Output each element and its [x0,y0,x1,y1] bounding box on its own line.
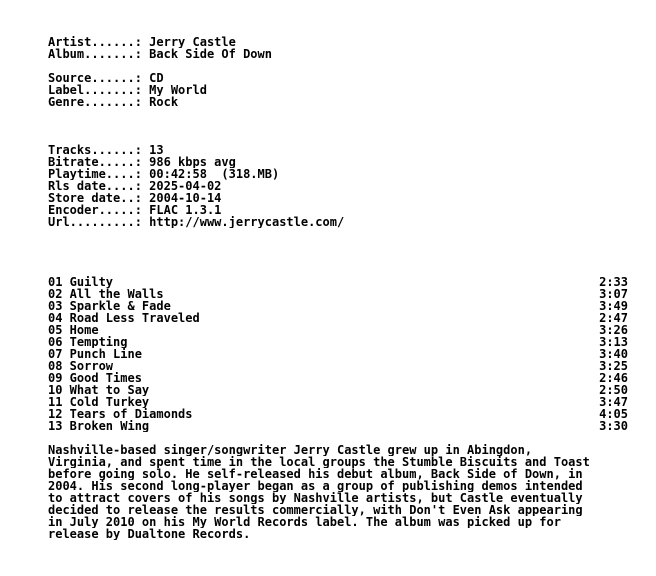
track-duration: 3:13 [599,336,628,348]
track-row [48,288,628,300]
track-title: 04 Road Less Traveled [48,312,200,324]
track-row [48,408,628,420]
bio-line: in July 2010 on his My World Records label. The album was picked up for [48,516,561,528]
bio-line: release by Dualtone Records. [48,528,251,540]
bitrate-line: Bitrate.....: 986 kbps avg [48,156,236,168]
bio-line: Virginia, and spent time in the local groups the Stumble Biscuits and Toast [48,456,590,468]
nfo-document [48,36,628,432]
track-duration: 2:50 [599,384,628,396]
track-title: 01 Guilty [48,276,114,288]
track-title: 03 Sparkle & Fade [48,300,171,312]
encoder-line: Encoder.....: FLAC 1.3.1 [48,204,222,216]
label-line: Label.......: My World [48,84,207,96]
rls-date-line: Rls date....: 2025-04-02 [48,180,222,192]
track-duration: 3:25 [599,360,628,372]
track-row [48,420,628,432]
playtime-line: Playtime....: 00:42:58 (318.MB) [48,168,280,180]
track-title: 11 Cold Turkey [48,396,150,408]
track-list [48,276,628,432]
store-date-line: Store date..: 2004-10-14 [48,192,222,204]
track-title: 05 Home [48,324,99,336]
track-row [48,372,628,384]
track-row [48,384,628,396]
artist-bio [48,444,646,540]
bio-line: before going solo. He self-released his debut album, Back Side of Down, in [48,468,583,480]
track-row [48,396,628,408]
album-line: Album.......: Back Side Of Down [48,48,272,60]
bio-line: Nashville-based singer/songwriter Jerry Castle grew up in Abingdon, [48,444,533,456]
track-title: 07 Punch Line [48,348,142,360]
track-title: 13 Broken Wing [48,420,150,432]
track-row [48,300,628,312]
track-duration: 3:49 [599,300,628,312]
track-row [48,336,628,348]
track-row [48,360,628,372]
track-duration: 3:07 [599,288,628,300]
track-title: 06 Tempting [48,336,128,348]
track-title: 12 Tears of Diamonds [48,408,193,420]
artist-line: Artist......: Jerry Castle [48,36,236,48]
tracks-line: Tracks......: 13 [48,144,164,156]
track-duration: 3:40 [599,348,628,360]
track-title: 08 Sorrow [48,360,114,372]
track-row [48,348,628,360]
bio-line: decided to release the results commercially, with Don't Even Ask appearing [48,504,583,516]
source-line: Source......: CD [48,72,164,84]
track-title: 02 All the Walls [48,288,164,300]
track-duration: 3:26 [599,324,628,336]
track-duration: 3:47 [599,396,628,408]
track-row [48,312,628,324]
track-title: 09 Good Times [48,372,142,384]
track-duration: 4:05 [599,408,628,420]
bio-line: 2004. His second long-player began as a group of publishing demos intended [48,480,583,492]
track-title: 10 What to Say [48,384,150,396]
track-duration: 3:30 [599,420,628,432]
url-line: Url.........: http://www.jerrycastle.com/ [48,216,345,228]
genre-line: Genre.......: Rock [48,96,179,108]
bio-line: to attract covers of his songs by Nashville artists, but Castle eventually [48,492,583,504]
track-row [48,276,628,288]
track-duration: 2:46 [599,372,628,384]
track-duration: 2:47 [599,312,628,324]
track-duration: 2:33 [599,276,628,288]
track-row [48,324,628,336]
